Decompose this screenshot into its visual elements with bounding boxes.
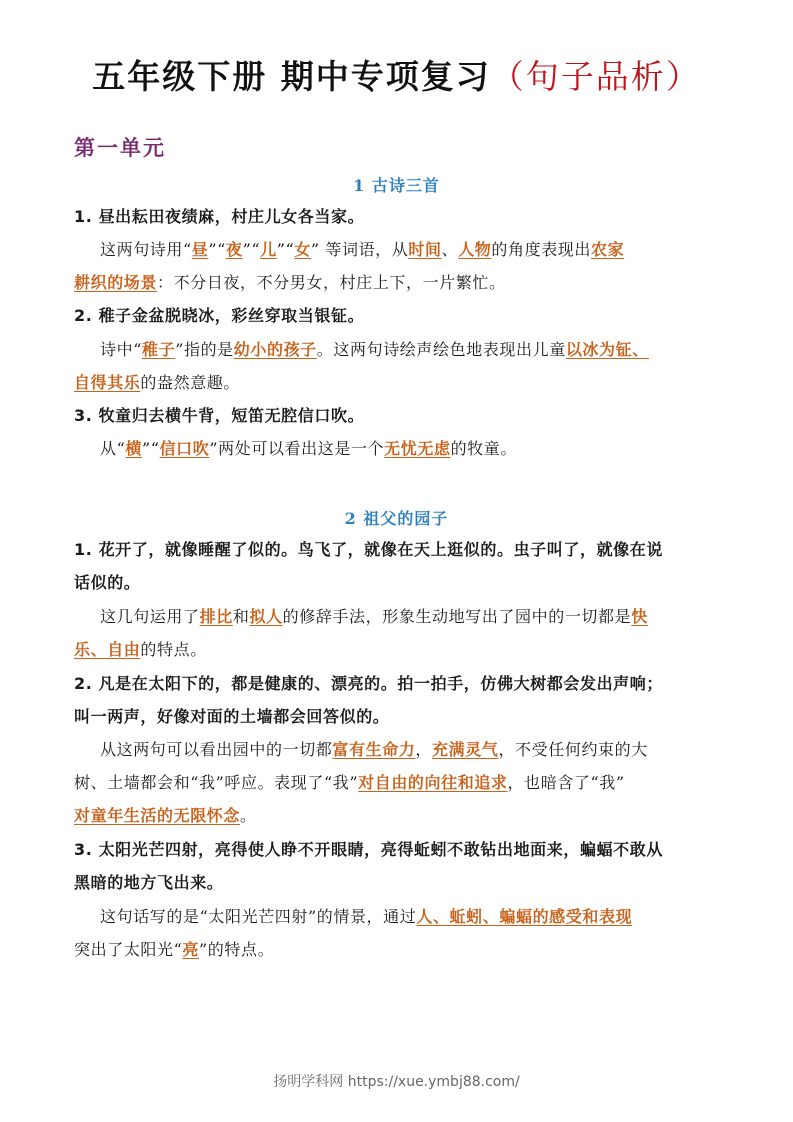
footer-watermark: 扬明学科网 https://xue.ymbj88.com/	[273, 1074, 520, 1090]
unit-title: 第一单元	[74, 135, 166, 160]
answer-line: 诗中“稚子”指的是幼小的孩子。这两句诗绘声绘色地表现出儿童以冰为钲、	[100, 340, 649, 359]
lesson-heading: 1 古诗三首	[353, 176, 440, 195]
question-sentence: 1. 昼出耘田夜绩麻，村庄儿女各当家。	[74, 207, 365, 226]
answer-line: 对童年生活的无限怀念。	[74, 806, 257, 825]
question-sentence: 黑暗的地方飞出来。	[74, 873, 224, 892]
lesson-heading: 2 祖父的园子	[344, 509, 449, 528]
answer-line: 这两句诗用“昼”“夜”“儿”“女” 等词语，从时间、人物的角度表现出农家	[100, 240, 625, 259]
answer-line: 自得其乐的盎然意趣。	[74, 373, 241, 392]
answer-line: 突出了太阳光“亮”的特点。	[74, 940, 275, 959]
answer-line: 这几句运用了排比和拟人的修辞手法，形象生动地写出了园中的一切都是快	[100, 607, 648, 626]
question-sentence: 2. 稚子金盆脱晓冰，彩丝穿取当银钲。	[74, 306, 365, 325]
answer-line: 这句话写的是“太阳光芒四射”的情景，通过人、蚯蚓、蝙蝠的感受和表现	[100, 907, 633, 926]
answer-line: 从这两句可以看出园中的一切都富有生命力，充满灵气，不受任何约束的大	[100, 740, 648, 759]
page-title-highlight: （句子品析）	[490, 57, 701, 96]
question-sentence: 1. 花开了，就像睡醒了似的。鸟飞了，就像在天上逛似的。虫子叫了，就像在说	[74, 540, 663, 559]
question-sentence: 3. 牧童归去横牛背，短笛无腔信口吹。	[74, 406, 365, 425]
question-sentence: 话似的。	[74, 573, 141, 592]
answer-line: 从“横”“信口吹”两处可以看出这是一个无忧无虑的牧童。	[100, 439, 517, 458]
answer-line: 耕织的场景：不分日夜，不分男女，村庄上下，一片繁忙。	[74, 273, 506, 292]
question-sentence: 3. 太阳光芒四射，亮得使人睁不开眼睛，亮得蚯蚓不敢钻出地面来，蝙蝠不敢从	[74, 840, 663, 859]
question-sentence: 叫一两声，好像对面的土墙都会回答似的。	[74, 707, 390, 726]
answer-line: 乐、自由的特点。	[74, 640, 207, 659]
answer-line: 树、土墙都会和“我”呼应。表现了“我”对自由的向往和追求，也暗含了“我”	[74, 773, 625, 792]
question-sentence: 2. 凡是在太阳下的，都是健康的、漂亮的。拍一拍手，仿佛大树都会发出声响；	[74, 674, 663, 693]
page-title: 五年级下册 期中专项复习（句子品析）	[92, 57, 701, 96]
